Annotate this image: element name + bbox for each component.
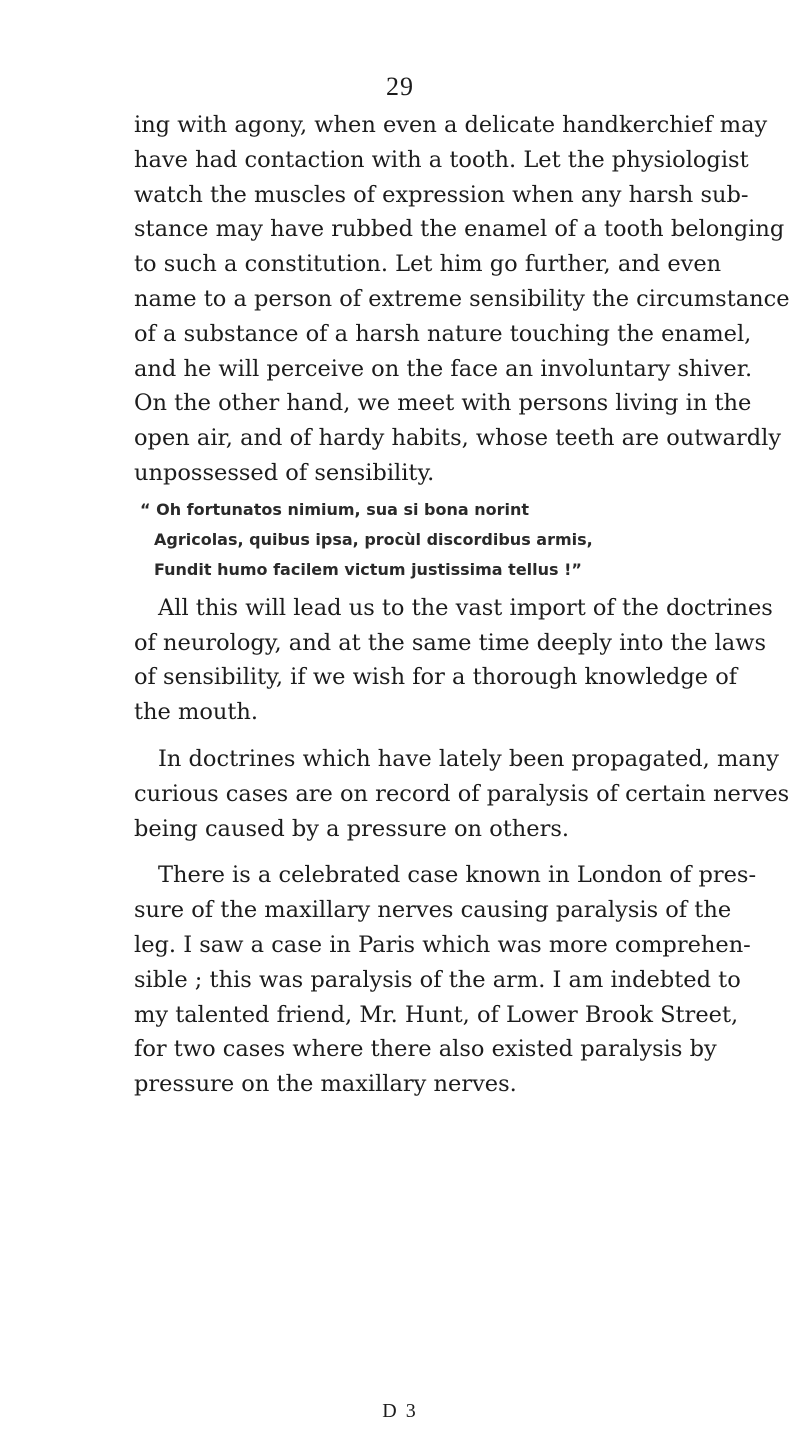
text-line: watch the muscles of expression when any harsh sub- [134,181,749,208]
text-line: stance may have rubbed the enamel of a tooth belonging [134,216,785,243]
text-line: All this will lead us to the vast import of the doctrines [158,594,773,621]
text-line: being caused by a pressure on others. [134,815,570,842]
quote-line: “ Oh fortunatos nimium, sua si bona norint [140,499,530,519]
text-line: pressure on the maxillary nerves. [134,1071,517,1098]
paragraph-4 [134,858,766,1102]
text-line: and he will perceive on the face an involuntary shiver. [134,355,753,382]
paragraph-2 [134,591,773,730]
text-line: sure of the maxillary nerves causing paralysis of the [134,897,732,924]
text-line: of a substance of a harsh nature touching the enamel, [134,320,752,347]
text-line: leg. I saw a case in Paris which was more comprehen- [134,931,751,958]
text-line: There is a celebrated case known in London of pres- [158,862,757,889]
paragraph-1 [134,108,790,491]
signature-mark: D 3 [382,1400,418,1422]
text-line: name to a person of extreme sensibility the circumstance [134,285,790,312]
text-line: ing with agony, when even a delicate handkerchief may [134,112,768,138]
text-line: curious cases are on record of paralysis of certain nerves [134,780,790,807]
quote-line: Fundit humo facilem victum justissima tellus !” [154,559,582,579]
text-line: open air, and of hardy habits, whose teeth are outwardly [134,425,782,452]
latin-quotation [134,495,766,585]
text-line: sible ; this was paralysis of the arm. I am indebted to [134,966,741,993]
text-line: In doctrines which have lately been propagated, many [158,745,779,772]
text-line: of sensibility, if we wish for a thorough knowledge of [134,664,738,691]
text-line: my talented friend, Mr. Hunt, of Lower Brook Street, [134,1001,739,1028]
quote-line: Agricolas, quibus ipsa, procùl discordibus armis, [154,529,593,549]
page-number: 29 [386,72,414,101]
paragraph-3 [134,742,790,846]
text-line: to such a constitution. Let him go further, and even [134,251,722,278]
text-line: have had contaction with a tooth. Let the physiologist [134,146,749,173]
text-line: of neurology, and at the same time deeply into the laws [134,629,767,656]
body-text [134,108,790,1102]
text-line: the mouth. [134,699,259,726]
text-line: for two cases where there also existed paralysis by [134,1036,717,1063]
text-line: unpossessed of sensibility. [134,459,435,486]
text-line: On the other hand, we meet with persons living in the [134,390,752,417]
